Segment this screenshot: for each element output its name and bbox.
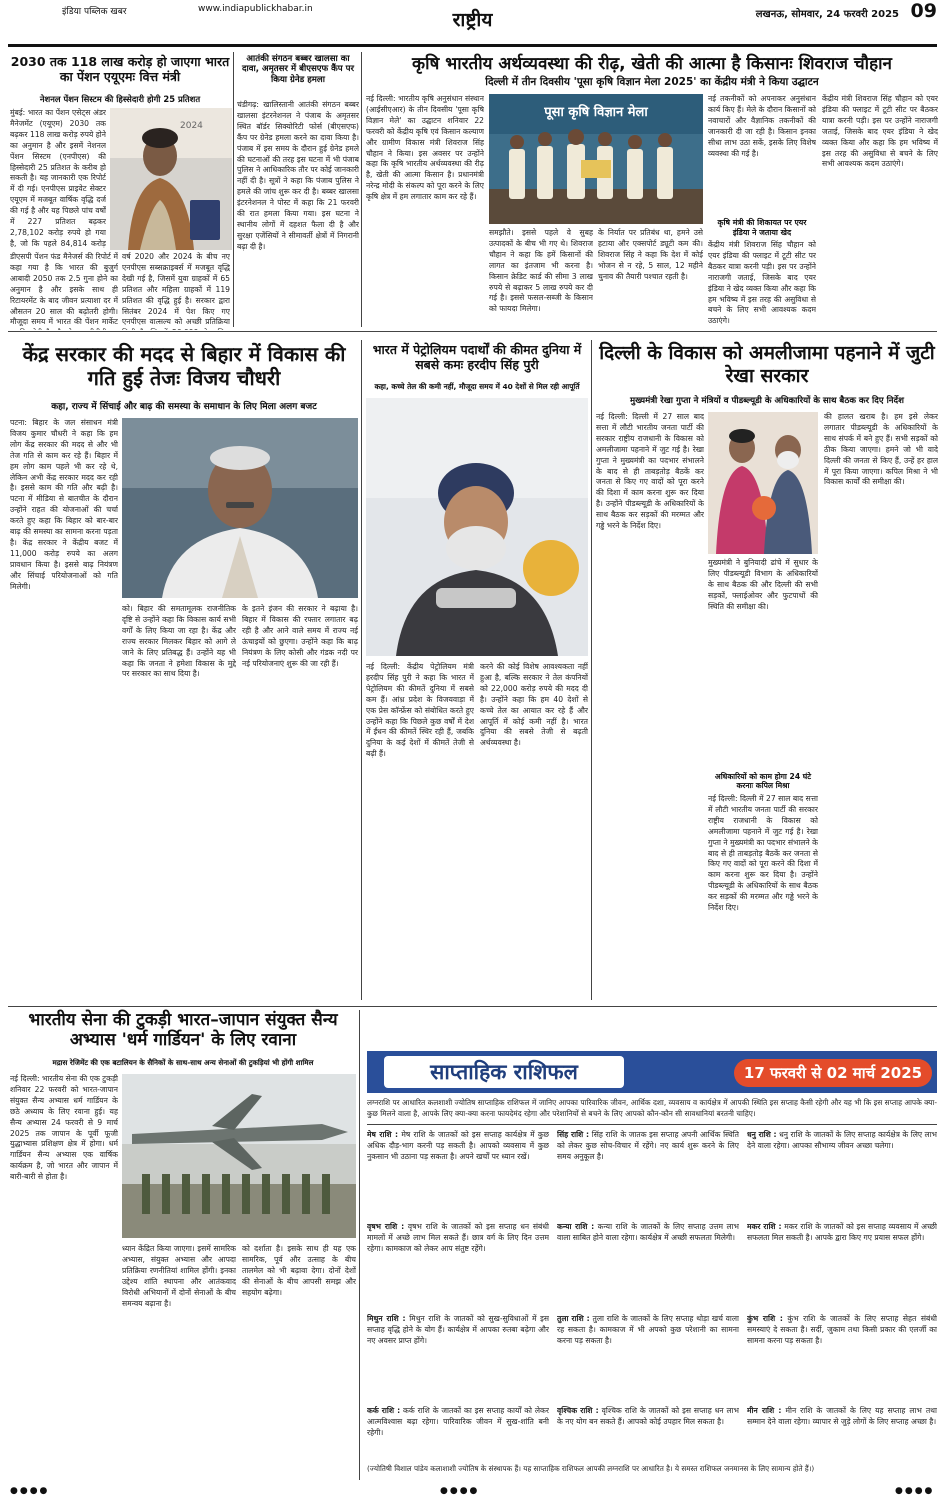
- rashi-text: कन्या राशि के जातकों के लिए सप्ताह उत्तम लाभ वाला साबित होने वाला रहेगा। कार्यक्षेत्र में अच्छी सफलता मिलेगी।: [557, 1222, 739, 1242]
- hardeep-puri-photo: [366, 398, 588, 656]
- footer-dots: ●●●●: [10, 1486, 50, 1496]
- delhi-body-a: नई दिल्ली: दिल्ली में 27 साल बाद सत्ता में लौटी भारतीय जनता पार्टी की सरकार राष्ट्रीय राजधानी के विकास को अमलीजामा पहनाने में जुट गई है। रेखा गुप्ता ने मुख्यमंत्री का पदभार संभालने के बाद से ही ताबड़तोड़ बैठकें कर जनता से किए गए वादों को पूरा करने की दिशा में काम करना शुरू कर दिया है। उन्होंने पीडब्ल्यूडी के अधिकारियों के साथ बैठक कर सड़कों की मरम्मत और गड्ढे भरने के निर्देश दिए।: [596, 412, 704, 531]
- rashi-text: मकर राशि के जातकों को इस सप्ताह व्यवसाय में अच्छी सफलता मिल सकती है। आपके द्वारा किए गए प्रयास सफल होंगे।: [747, 1222, 937, 1242]
- section-divider: [8, 331, 937, 332]
- rashi-text: सिंह राशि के जातक इस सप्ताह अपनी आर्थिक स्थिति को लेकर कुछ सोच-विचार में रहेंगे। नए कार्य शुरू करने के लिए समय अनुकूल है।: [557, 1130, 739, 1161]
- column-divider: [359, 1010, 360, 1480]
- section-title: राष्ट्रीय: [452, 9, 493, 31]
- bihar-body-c: के इतने इंजन की सरकार ने बढ़ाया है। बिहार में विकास की रफ्तार लगातार बढ़ रही है और आने वाले समय में राज्य नई ऊंचाइयों को छुएगा। उन्होंने कहा कि बाढ़ नियंत्रण के लिए कोसी और गंडक नदी पर नई परियोजनाएं शुरू की जा रही हैं।: [242, 604, 358, 668]
- column-divider: [361, 52, 362, 327]
- paper-name: इंडिया पब्लिक खबर: [62, 7, 127, 17]
- footer-dots: ●●●●: [895, 1486, 935, 1496]
- rashi-text: मेष राशि के जातकों को इस सप्ताह कार्यक्षेत्र में कुछ अधिक दौड़-भाग करनी पड़ सकती है। आपको व्यवसाय में कुछ नुकसान भी उठाना पड़ सकता है। अपने खर्चों पर ध्यान रखें।: [367, 1130, 549, 1161]
- pension-body-c: वर्ष 2020 और 2024 के बीच नए एनपीएस सब्सक्राइबर्स में मजबूत वृद्धि देखी गई है, जिसमें युवा ग्राहकों में 65 प्रतिशत और महिला ग्राहकों में 119 प्रतिशत की वृद्धि हुई है। सरकार द्वारा सितंबर 2024 में पेश किए गए एनपीएस वात्सल्य को अच्छी प्रतिक्रिया: [122, 252, 230, 327]
- rashifal-item: [747, 1406, 937, 1462]
- rashi-label: वृश्चिक राशि :: [557, 1406, 599, 1415]
- rashifal-item: [557, 1314, 739, 1400]
- bihar-body-b: को। बिहार की समतामूलक राजनीतिक दृष्टि से उन्होंने कहा कि विकास कार्य सभी वर्गों के लिए किया जा रहा है। केंद्र और राज्य सरकार मिलकर बिहार को आगे ले जाने के लिए प्रतिबद्ध हैं। उन्होंने यह भी कहा कि जनता ने हमेशा विकास के मुद्दे पर सरकार का साथ दिया है।: [122, 604, 236, 679]
- rashifal-item: [367, 1222, 549, 1308]
- farmers-subhead: दिल्ली में तीन दिवसीय 'पूसा कृषि विज्ञान मेला 2025' का केंद्रीय मंत्री ने किया उद्घाटन: [485, 76, 819, 88]
- rashi-text: तुला राशि के जातकों के लिए सप्ताह थोड़ा खर्च वाला रह सकता है। कामकाज में भी अपको कुछ परेशानी का सामना करना पड़ सकता है।: [557, 1314, 739, 1345]
- rashi-text: कर्क राशि के जातकों का इस सप्ताह कार्यों को लेकर आत्मविश्वास बढ़ा रहेगा। पारिवारिक जीवन में सुख-शांति बनी रहेगी।: [367, 1406, 549, 1437]
- rashi-text: वृश्चिक राशि के जातकों को इस सप्ताह धन लाभ के नए योग बन सकते हैं। आपको कोई उपहार मिल सकता है।: [557, 1406, 739, 1426]
- amritsar-body: चंडीगढ़: खालिस्तानी आतंकी संगठन बब्बर खालसा इंटरनेशनल ने पंजाब के अमृतसर स्थित बॉर्डर सिक्योरिटी फोर्स (बीएसएफ) कैंप पर ग्रेनेड हमला करने का दावा किया है। पंजाब में इस समय के दौरान हुई ग्रेनेड हमले की घटनाओं की तरह इस घटना में भी पंजाब पुलिस ने आधिकारिक तौर पर कोई जानकारी नहीं दी है। सूत्रों ने कहा कि पंजाब पुलिस ने हमले की जांच शुरू कर दी है। बब्बर खालसा इंटरनेशनल ने पोस्ट में कहा कि 21 फरवरी की रात हमला किया गया। इस घटना ने स्थानीय लोगों में दहशत फैला दी है और सुरक्षा एजेंसियों ने सीमावर्ती क्षेत्रों में निगरानी बढ़ा दी है।: [237, 100, 359, 251]
- rashifal-item: [557, 1406, 739, 1462]
- farmers-body-e: केंद्रीय मंत्री शिवराज सिंह चौहान को एयर इंडिया की फ्लाइट में टूटी सीट पर बैठकर यात्रा करनी पड़ी। इस पर उन्होंने नाराजगी जताई, जिसके बाद एयर इंडिया ने खेद व्यक्त किया और कहा कि हम भविष्य में इस तरह की असुविधा से बचने के लिए सभी आवश्यक कदम उठाएंगे।: [708, 240, 816, 326]
- kapil-heading: अधिकारियों को काम होगा 24 घंटे करनाः कपिल मिश्रा: [714, 772, 812, 791]
- svg-text:2024: 2024: [180, 121, 203, 131]
- rashi-label: मेष राशि :: [367, 1130, 399, 1139]
- rashi-label: कुंभ राशि :: [747, 1314, 783, 1323]
- airindia-heading: कृषि मंत्री की शिकायत पर एयर इंडिया ने जताया खेद: [717, 218, 807, 237]
- rashi-text: मीन राशि के जातकों के लिए यह सप्ताह लाभ तथा सम्मान देने वाला रहेगा। व्यापार से जुड़े लोगों के लिए सप्ताह अच्छा है।: [747, 1406, 937, 1426]
- pension-body-b: डीएसपी पेंशन फंड मैनेजर्स की रिपोर्ट में कहा गया है कि भारत की बुजुर्ग आबादी 2050 तक 2.5 गुना होने का अनुमान है और इसके साथ ही रिटायरमेंट के बाद जीवन प्रत्याशा दर में औसतन 20 साल की बढ़ोतरी होगी। मौजूदा समय में भारत की पेंशन मार्केट: [10, 252, 118, 327]
- petrol-body-a: नई दिल्ली: केंद्रीय पेट्रोलियम मंत्री हरदीप सिंह पुरी ने कहा कि भारत में पेट्रोलियम की कीमतें दुनिया में सबसे कम हैं। आंध्र प्रदेश के विजयवाड़ा में एक प्रेस कॉन्फ्रेंस को संबोधित करते हुए उन्होंने कहा कि पिछले कुछ वर्षों में देश में ईंधन की कीमतें स्थिर रही हैं, जबकि दुनिया के कई देशों में कीमतें तेजी से बढ़ी हैं।: [366, 662, 474, 759]
- rashi-label: वृषभ राशि :: [367, 1222, 405, 1231]
- rashi-label: सिंह राशि :: [557, 1130, 590, 1139]
- rashifal-dates: 17 फरवरी से 02 मार्च 2025: [734, 1059, 932, 1087]
- rashifal-intro: लग्नराशि पर आधारित कलशाशी ज्योतिष साप्ताहिक राशिफल में जानिए आपका पारिवारिक जीवन, आर्थिक दशा, व्यवसाय व कार्यक्षेत्र में आपकी स्थिति इस सप्ताह कैसी रहेगी और यह भी कि इस सप्ताह आपके क्या-कुछ मिलने वाला है, आपके लिए क्या-क्या करना फायदेमंद रहेगा और परेशानियों से बचने के लिए आपको कौन-कौन सी सावधानियां बरतनी चाहिए।: [367, 1098, 937, 1118]
- army-body-c: को दर्शाता है। इसके साथ ही यह एक सामरिक, पूर्व और उत्साह के बीच तालमेल को भी बढ़ावा देगा। दोनों देशों की सेनाओं के बीच आपसी समझ और सहयोग बढ़ेगा।: [242, 1244, 356, 1297]
- column-divider: [591, 340, 592, 1000]
- nirmala-photo: [110, 108, 232, 250]
- rashifal-item: [557, 1222, 739, 1308]
- rashi-text: वृषभ राशि के जातकों को इस सप्ताह धन संबंधी मामलों में अच्छे लाभ मिल सकते हैं। छात्र वर्ग के लिए दिन उत्तम रहेगा। कामकाज को लेकर आप संतुष्ट रहेंगे।: [367, 1222, 549, 1253]
- rashifal-item: [557, 1130, 739, 1216]
- army-photo: [122, 1074, 356, 1238]
- rashifal-footer: (ज्योतिषी विशाल पांडेय कलाशाशी ज्योतिष के संस्थापक हैं। यह साप्ताहिक राशिफल आपकी लग्नराशि पर आधारित है। ये समस्त राशिफल जनमानस के लिए सामान्य होते हैं।): [367, 1464, 815, 1473]
- pension-subhead: नेशनल पेंशन सिस्टम की हिस्सेदारी होगी 25 प्रतिशत: [39, 94, 201, 104]
- page-header: [0, 0, 945, 50]
- army-body-a: नई दिल्ली: भारतीय सेना की एक टुकड़ी शनिवार 22 फरवरी को भारत-जापान संयुक्त सैन्य अभ्यास धर्म गार्डियन के छठे अध्याय के लिए रवाना हुई। यह सैन्य अभ्यास 24 फरवरी से 9 मार्च 2025 तक जापान के पूर्वी फूजी युद्धाभ्यास प्रशिक्षण क्षेत्र में होगा। धर्म गार्डियन सैन्य अभ्यास एक वार्षिक कार्यक्रम है, जो भारत और जापान में बारी-बारी से होता है।: [10, 1074, 118, 1182]
- army-subhead: मद्रास रेजिमेंट की एक बटालियन के सैनिकों के साथ-साथ अन्य सेनाओं की टुकड़ियां भी होंगी शामिल: [52, 1058, 314, 1067]
- rashifal-title: साप्ताहिक राशिफल: [384, 1056, 624, 1088]
- petrol-subhead: कहा, कच्चे तेल की कमी नहीं, मौजूदा समय में 40 देशों से मिल रही आपूर्ति: [374, 382, 580, 391]
- delhi-body-c: मुख्यमंत्री ने बुनियादी ढांचे में सुधार के लिए पीडब्ल्यूडी विभाग के अधिकारियों के साथ बैठक की और दिल्ली की सभी सड़कों, फ्लाईओवर और फुटपाथों की स्थिति की समीक्षा की।: [708, 558, 818, 611]
- farmers-body-f: केंद्रीय मंत्री शिवराज सिंह चौहान को एयर इंडिया की फ्लाइट में टूटी सीट पर बैठकर यात्रा करनी पड़ी। इस पर उन्होंने नाराजगी जताई, जिसके बाद एयर इंडिया ने खेद व्यक्त किया और कहा कि हम भविष्य में इस तरह की असुविधा से बचने के लिए सभी आवश्यक कदम उठाएंगे।: [822, 94, 938, 169]
- delhi-body-b: की हालत खराब है। हम इसे लेकर लगातार पीडब्ल्यूडी के अधिकारियों के साथ संपर्क में बने हुए हैं। सभी सड़कों को ठीक किया जाएगा। हमने जो भी वादे दिल्ली की जनता से किए हैं, उन्हें हर हाल में पूरा किया जाएगा। कपिल मिश्रा ने भी विकास कार्यों की समीक्षा की।: [824, 412, 938, 487]
- rashifal-divider: [367, 1124, 937, 1125]
- rashi-text: धनु राशि के जातकों के लिए सप्ताह कार्यक्षेत्र के लिए लाभ देने वाला रहेगा। आपका सौभाग्य जीवन अच्छा चलेगा।: [747, 1130, 937, 1150]
- bihar-headline: केंद्र सरकार की मदद से बिहार में विकास की गति हुई तेजः विजय चौधरी: [22, 342, 346, 390]
- rashifal-item: [367, 1314, 549, 1400]
- vijay-chaudhary-photo: [122, 418, 358, 598]
- army-headline: भारतीय सेना की टुकड़ी भारत–जापान संयुक्त सैन्य अभ्यास 'धर्म गार्डियन' के लिए रवाना: [28, 1010, 338, 1051]
- rashi-label: मिथुन राशि :: [367, 1314, 406, 1323]
- rashi-label: मकर राशि :: [747, 1222, 782, 1231]
- rashifal-item: [747, 1314, 937, 1400]
- rashi-label: मीन राशि :: [747, 1406, 782, 1415]
- rashi-text: मिथुन राशि के जातकों को सुख-सुविधाओं में इस सप्ताह वृद्धि होने के योग हैं। कार्यक्षेत्र में आपका रुतबा बढ़ेगा और नए अवसर प्राप्त होंगे।: [367, 1314, 549, 1345]
- pension-headline: 2030 तक 118 लाख करोड़ हो जाएगा भारत का पेंशन एयूएमः वित्त मंत्री: [10, 54, 230, 84]
- delhi-subhead: मुख्यमंत्री रेखा गुप्ता ने मंत्रियों व पीडब्ल्यूडी के अधिकारियों के साथ बैठक कर दिए निर्देश: [630, 396, 904, 406]
- delhi-body-a2: नई दिल्ली: दिल्ली में 27 साल बाद सत्ता में लौटी भारतीय जनता पार्टी की सरकार राष्ट्रीय राजधानी के विकास को अमलीजामा पहनाने में जुट गई है। रेखा गुप्ता ने मुख्यमंत्री का पदभार संभालने के बाद से ही ताबड़तोड़ बैठकें कर जनता से किए गए वादों को पूरा करने की दिशा में काम करना शुरू कर दिया है। उन्होंने पीडब्ल्यूडी के अधिकारियों के साथ बैठक कर सड़कों की मरम्मत और गड्ढे भरने के निर्देश दिए।: [708, 794, 818, 913]
- mela-banner-text: पूसा कृषि विज्ञान मेला: [544, 105, 648, 120]
- farmers-body-c: के निर्यात पर प्रतिबंध था, हमने उसे हटाया और एक्सपोर्ट ड्यूटी कम की। शिवराज सिंह ने कहा कि देश में कोई भोजन से न रहे, 5 साल, 12 महीने चुनाव की तैयारी पश्चात रहती है।: [598, 228, 703, 281]
- farmers-body-b: समझौते। इससे पहले वे सुबह उत्पादकों के बीच भी गए थे। शिवराज चौहान ने कहा कि हमें किसानों की लागत का इंतजाम भी करना है। किसान क्रेडिट कार्ड की सीमा 3 लाख रुपये से बढ़ाकर 5 लाख रुपये कर दी गई है। इससे फसल-सब्जी के किसान को फायदा मिलेगा।: [489, 228, 593, 314]
- footer-dots: ●●●●: [440, 1486, 480, 1496]
- header-rule: [8, 44, 937, 47]
- rashifal-item: [367, 1130, 549, 1216]
- rekha-gupta-photo: [708, 412, 818, 554]
- rashifal-item: [747, 1222, 937, 1308]
- column-divider: [361, 340, 362, 1000]
- bihar-body-a: पटना: बिहार के जल संसाधन मंत्री विजय कुमार चौधरी ने कहा कि हम लोग केंद्र सरकार की मदद से और भी तेज गति से काम कर रहे हैं। बिहार में हम लोग काम पहले भी कर रहे थे, लेकिन अभी केंद्र सरकार मदद कर रही है। इससे काम की गति और बढ़ी है। पटना में मीडिया से बातचीत के दौरान उन्होंने राहत की योजनाओं की चर्चा करते हुए कहा कि बिहार को बार-बार बाढ़ की समस्या का सामना करना पड़ता है। केंद्र सरकार ने केंद्रीय बजट में 11,000 करोड़ रुपये का अलग प्रावधान किया है। इससे बाढ़ नियंत्रण और सिंचाई परियोजनाओं को गति मिलेगी।: [10, 418, 118, 591]
- rashi-label: धनु राशि :: [747, 1130, 777, 1139]
- farmers-body-d: नई तकनीकों को अपनाकर अनुसंधान कार्य किए हैं। मेले के दौरान किसानों को नवाचारों और वैज्ञानिक तकनीकों की जानकारी दी जा रही है। किसान इनका सीधा लाभ उठा सकें, इसके लिए विशेष व्यवस्था की गई है।: [708, 94, 816, 158]
- rashi-label: तुला राशि :: [557, 1314, 590, 1323]
- bihar-subhead: कहा, राज्य में सिंचाई और बाढ़ की समस्या के समाधान के लिए मिला अलग बजट: [51, 402, 317, 412]
- rashifal-item: [367, 1406, 549, 1462]
- rashi-label: कर्क राशि :: [367, 1406, 401, 1415]
- rashi-text: कुंभ राशि के जातकों के लिए सप्ताह सेहत संबंधी समस्याएं दे सकता है। सर्दी, जुकाम तथा किसी प्रकार की एलर्जी का सामना करना पड़ सकता है।: [747, 1314, 937, 1345]
- paper-url[interactable]: www.indiapublickhabar.in: [198, 4, 313, 14]
- rashifal-item: [747, 1130, 937, 1216]
- petrol-headline: भारत में पेट्रोलियम पदार्थों की कीमत दुनिया में सबसे कमः हरदीप सिंह पुरी: [372, 342, 582, 372]
- section-divider: [8, 1006, 937, 1007]
- farmers-body-a: नई दिल्ली: भारतीय कृषि अनुसंधान संस्थान (आईसीएआर) के तीन दिवसीय 'पूसा कृषि विज्ञान मेले' का उद्घाटन शनिवार 22 फरवरी को केंद्रीय कृषि एवं किसान कल्याण और ग्रामीण विकास मंत्री शिवराज सिंह चौहान ने किया। इस अवसर पर उन्होंने कहा कि कृषि भारतीय अर्थव्यवस्था की रीढ़ है, खेती की आत्मा किसान है। प्रधानमंत्री नरेन्द्र मोदी के संकल्प को पूरा करने के लिए कृषि क्षेत्र में हम लगातार काम कर रहे हैं।: [366, 94, 484, 202]
- farmers-headline: कृषि भारतीय अर्थव्यवस्था की रीढ़, खेती की आत्मा है किसानः शिवराज चौहान: [412, 54, 892, 74]
- column-divider: [233, 52, 234, 327]
- army-body-b: ध्यान केंद्रित किया जाएगा। इसमें सामरिक अभ्यास, संयुक्त अभ्यास और आपदा प्रतिक्रिया रणनीतियां शामिल होंगी। इनका उद्देश्य शांति स्थापना और आतंकवाद विरोधी अभियानों में दोनों सेनाओं के बीच समन्वय बढ़ाना है।: [122, 1244, 236, 1308]
- farmers-photo: [489, 94, 703, 224]
- issue-date: लखनऊ, सोमवार, 24 फरवरी 2025: [755, 9, 899, 20]
- petrol-body-b: करने की कोई विशेष आवश्यकता नहीं हुआ है, बल्कि सरकार ने तेल कंपनियों को 22,000 करोड़ रुपये की मदद दी है। उन्होंने कहा कि हम 40 देशों से कच्चे तेल का आयात कर रहे हैं और आपूर्ति में कोई कमी नहीं है। भारत दुनिया की सबसे तेजी से बढ़ती अर्थव्यवस्था है।: [480, 662, 588, 748]
- page-number: 09: [910, 0, 937, 22]
- delhi-headline: दिल्ली के विकास को अमलीजामा पहनाने में जुटी रेखा सरकार: [599, 342, 935, 387]
- pension-body-a: मुंबई: भारत का पेंशन एसेट्स अंडर मैनेजमेंट (एयूएम) 2030 तक बढ़कर 118 लाख करोड़ रुपये होने का अनुमान है और इसमें नेशनल पेंशन सिस्टम (एनपीएस) की हिस्सेदारी 25 प्रतिशत के करीब हो सकती है। यह जानकारी एक रिपोर्ट में दी गई। एनपीएस प्राइवेट सेक्टर एयूएम में मजबूत वार्षिक वृद्धि दर्ज की गई है और यह पिछले पांच वर्षों में 227 प्रतिशत बढ़कर 2,78,102 करोड़ रुपये हो गया है, जो कि पहले 84,814 करोड़: [10, 108, 106, 248]
- rashi-label: कन्या राशि :: [557, 1222, 595, 1231]
- amritsar-headline: आतंकी संगठन बब्बर खालसा का दावा, अमृतसर में बीएसएफ कैंप पर किया ग्रेनेड हमला: [241, 54, 355, 85]
